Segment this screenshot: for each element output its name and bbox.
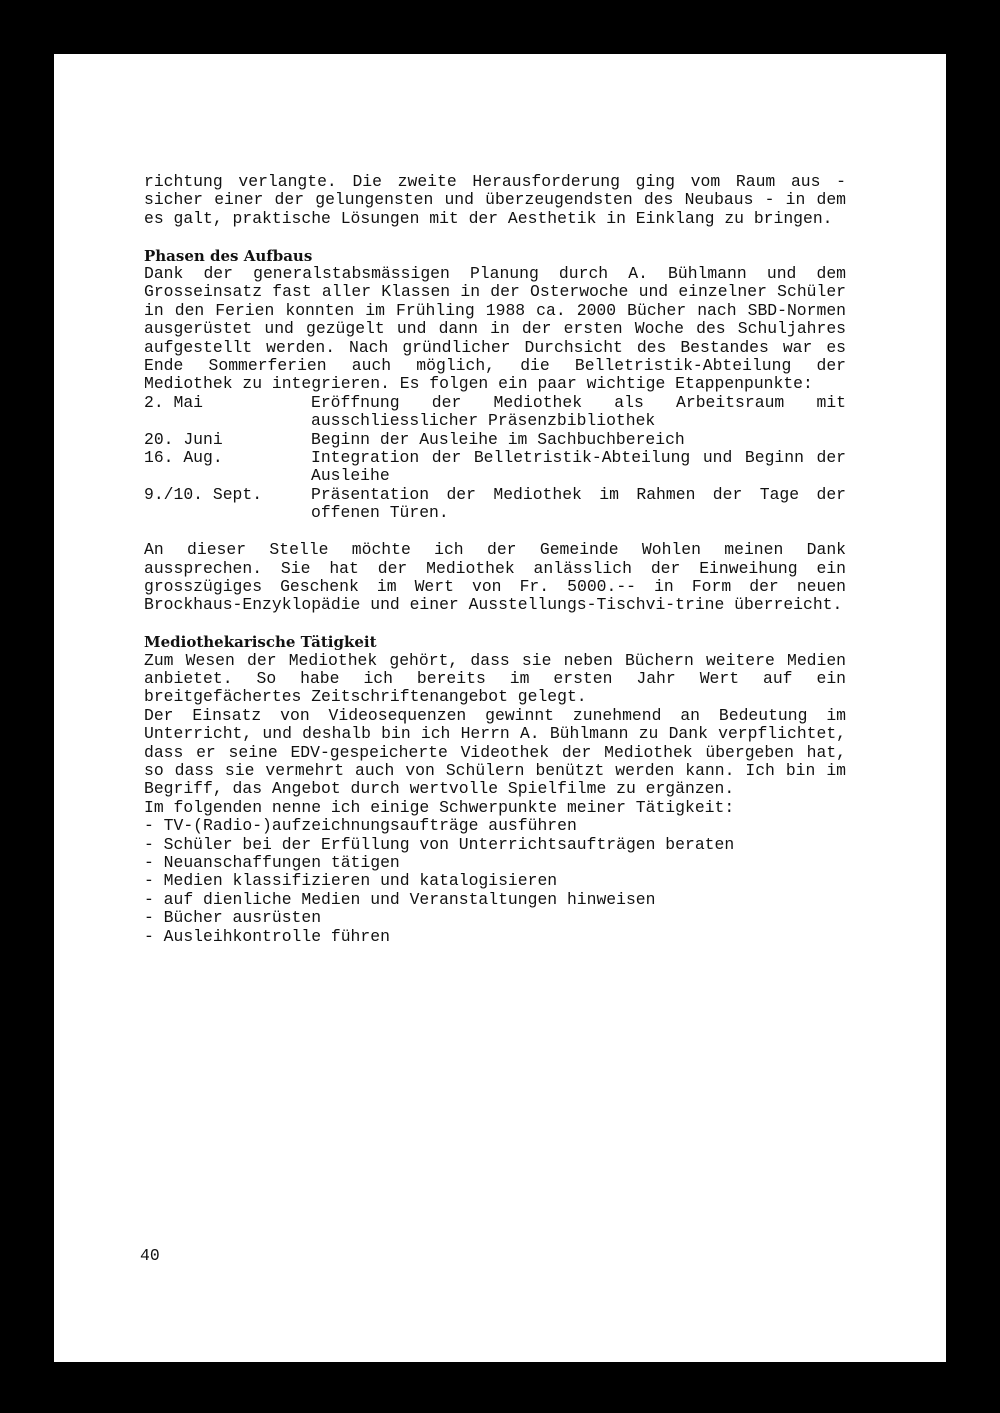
milestone-text: Integration der Belletristik-Abteilung und Beginn der Ausleihe [311,448,846,486]
milestone-row [144,486,846,523]
taetigkeit-paragraph-3: Im folgenden nenne ich einige Schwerpunkte meiner Tätigkeit: [144,797,735,817]
intro-paragraph: richtung verlangte. Die zweite Herausforderung ging vom Raum aus - sicher einer der gelungensten und überzeugendsten des Neubaus - in dem es galt, praktische Lösungen mit der Aesthetik in Einklang zu bringen. [144,172,846,228]
task-item: - Ausleihkontrolle führen [144,926,390,946]
milestone-row [144,449,846,486]
taetigkeit-paragraph-2: Der Einsatz von Videosequenzen gewinnt zunehmend an Bedeutung im Unterricht, und deshalb bin ich Herrn A. Bühlmann zu Dank verpflichtet, dass er seine EDV-gespeicherte Videothek der Mediothek übergeben hat, so dass sie vermehrt auch von Schülern benützt werden kann. Ich bin im Begriff, das Angebot durch wertvolle Spielfilme zu ergänzen. [144,705,846,799]
phasen-paragraph: Dank der generalstabsmässigen Planung durch A. Bühlmann und dem Grosseinsatz fast aller Klassen in der Osterwoche und einzelner Schüler in den Ferien konnten im Frühling 1988 ca. 2000 Bücher nach SBD-Normen ausgerüstet und gezügelt und dann in der ersten Woche des Schuljahres aufgestellt werden. Nach gründlicher Durchsicht des Bestandes war es Ende Sommerferien auch möglich, die Belletristik-Abteilung der Mediothek zu integrieren. Es folgen ein paar wichtige Etappenpunkte: [144,264,846,394]
task-list [144,817,846,946]
spacer [144,228,846,246]
milestone-date: 20. Juni [144,429,223,449]
taetigkeit-paragraph-1: Zum Wesen der Mediothek gehört, dass sie neben Büchern weitere Medien anbietet. So habe ich bereits im ersten Jahr Wert auf ein breitgefächertes Zeitschriftenangebot gelegt. [144,650,846,707]
page-number: 40 [140,1246,160,1265]
spacer [144,615,846,633]
page-content [144,173,846,946]
milestone-text: Präsentation der Mediothek im Rahmen der Tage der offenen Türen. [311,484,846,523]
section-heading-phasen: Phasen des Aufbaus [144,246,313,265]
dank-paragraph: An dieser Stelle möchte ich der Gemeinde Wohlen meinen Dank aussprechen. Sie hat der Mediothek anlässlich der Einweihung ein grosszügiges Geschenk im Wert von Fr. 5000.-- in Form der neuen Brockhaus-Enzyklopädie und einer Ausstellungs-Tischvi-trine überreicht. [144,540,846,615]
task-item: - Medien klassifizieren und katalogisieren [144,871,558,891]
task-item: - Bücher ausrüsten [144,908,322,928]
spacer [144,523,846,541]
milestone-text: Eröffnung der Mediothek als Arbeitsraum mit ausschliesslicher Präsenzbibliothek [311,392,846,431]
task-item: - auf dienliche Medien und Veranstaltungen hinweisen [144,889,656,909]
milestone-list [144,394,846,523]
milestone-text: Beginn der Ausleihe im Sachbuchbereich [311,429,685,449]
section-heading-taetigkeit: Mediothekarische Tätigkeit [144,633,377,652]
task-item: - Neuanschaffungen tätigen [144,852,400,872]
milestone-row [144,431,846,449]
milestone-date: 2. Mai [144,392,204,412]
task-item: - Schüler bei der Erfüllung von Unterrichtsaufträgen beraten [144,834,735,854]
document-page [54,54,946,1362]
milestone-row [144,394,846,431]
task-item: - TV-(Radio-)aufzeichnungsaufträge ausführen [144,816,577,836]
milestone-date: 16. Aug. [144,448,223,468]
milestone-date: 9./10. Sept. [144,484,263,504]
